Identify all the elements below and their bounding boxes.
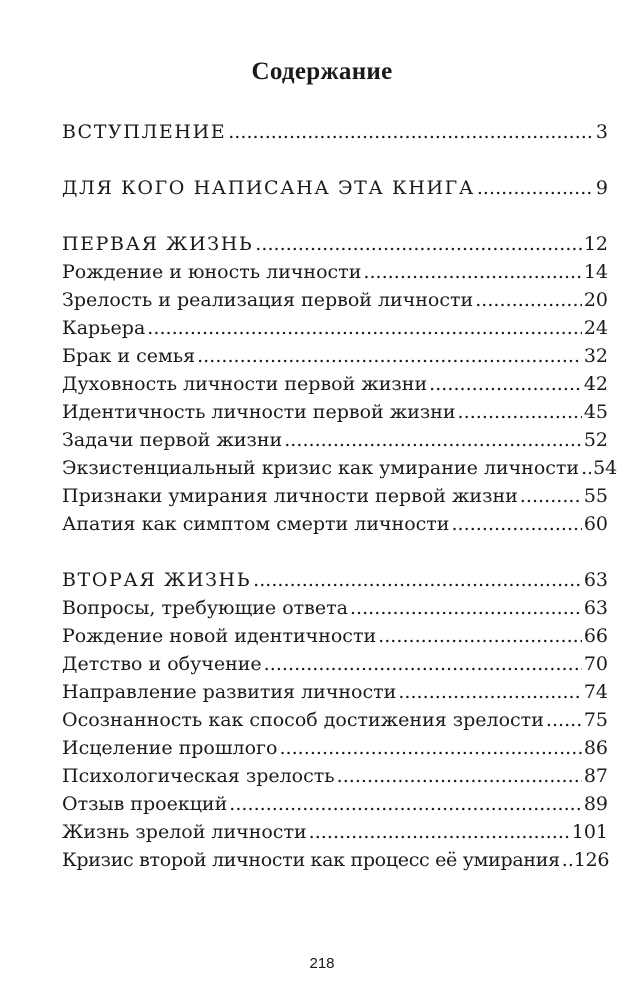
- toc-entry-label: Зрелость и реализация первой личности: [62, 289, 474, 311]
- toc-entry-label: Задачи первой жизни: [62, 429, 283, 451]
- toc-entry-label: ВСТУПЛЕНИЕ: [62, 121, 227, 143]
- toc-entry: [62, 288, 608, 312]
- toc-entry-label: Идентичность личности первой жизни: [62, 401, 456, 423]
- toc-entry-page: 55: [583, 485, 608, 507]
- toc-entry-page: 32: [583, 345, 608, 367]
- toc-entry-label: Карьера: [62, 317, 146, 339]
- toc-entry-label: Рождение и юность личности: [62, 261, 362, 283]
- toc-entry: [62, 512, 608, 536]
- toc-leader-dots: [475, 288, 582, 312]
- toc-entry-page: 63: [583, 569, 608, 591]
- toc-leader-dots: [229, 792, 582, 816]
- toc-entry: [62, 428, 608, 452]
- toc-entry-page: 14: [583, 261, 608, 283]
- toc-entry-page: 42: [583, 373, 608, 395]
- toc-entry-page: 126: [573, 849, 610, 871]
- toc-leader-dots: [458, 400, 582, 424]
- toc-entry-page: 101: [571, 821, 608, 843]
- toc-entry: [62, 484, 608, 508]
- toc-entry: [62, 568, 608, 592]
- toc-leader-dots: [398, 680, 582, 704]
- toc-entry-label: Психологическая зрелость: [62, 765, 335, 787]
- toc-leader-dots: [378, 624, 582, 648]
- toc-leader-dots: [197, 344, 582, 368]
- toc-leader-dots: [350, 596, 582, 620]
- toc-leader-dots: [284, 428, 582, 452]
- toc-leader-dots: [253, 568, 582, 592]
- toc-entry-page: 87: [583, 765, 608, 787]
- page-title: Содержание: [251, 58, 393, 85]
- toc-leader-dots: [562, 848, 572, 872]
- toc-entry-page: 70: [583, 653, 608, 675]
- toc-entry-page: 45: [583, 401, 608, 423]
- toc-entry-page: 24: [583, 317, 608, 339]
- toc-entry-page: 63: [583, 597, 608, 619]
- toc-entry-label: Экзистенциальный кризис как умирание личности: [62, 457, 580, 479]
- toc-entry-label: Осознанность как способ достижения зрелости: [62, 709, 544, 731]
- toc-leader-dots: [228, 120, 594, 144]
- toc-entry-page: 9: [595, 177, 608, 199]
- toc-entry-label: Исцеление прошлого: [62, 737, 278, 759]
- toc-entry: [62, 708, 608, 732]
- toc-entry-label: Рождение новой идентичности: [62, 625, 377, 647]
- page-number: 218: [309, 955, 335, 972]
- toc-entry: [62, 680, 608, 704]
- toc-entry-page: 12: [583, 233, 608, 255]
- toc-entry-label: Вопросы, требующие ответа: [62, 597, 348, 619]
- toc-leader-dots: [520, 484, 582, 508]
- toc-entry-label: ВТОРАЯ ЖИЗНЬ: [62, 569, 252, 591]
- toc-entry-page: 20: [583, 289, 608, 311]
- toc-entry-page: 89: [583, 793, 608, 815]
- toc-entry: [62, 624, 608, 648]
- toc-leader-dots: [546, 708, 582, 732]
- toc-entry: [62, 260, 608, 284]
- toc-leader-dots: [279, 736, 581, 760]
- toc-entry-label: Детство и обучение: [62, 653, 262, 675]
- toc-leader-dots: [363, 260, 581, 284]
- toc-entry: [62, 176, 608, 200]
- toc-entry-label: Кризис второй личности как процесс её умирания: [62, 849, 560, 871]
- toc-entry: [62, 820, 608, 844]
- toc-entry-page: 3: [595, 121, 608, 143]
- toc-leader-dots: [264, 652, 582, 676]
- toc-entry: [62, 232, 608, 256]
- toc-entry-page: 54: [593, 457, 618, 479]
- toc-entry-label: Признаки умирания личности первой жизни: [62, 485, 518, 507]
- toc-entry: [62, 456, 618, 480]
- toc-entry: [62, 596, 608, 620]
- toc-leader-dots: [147, 316, 582, 340]
- toc-entry: [62, 848, 608, 872]
- toc-leader-dots: [581, 456, 591, 480]
- toc-entry-label: Жизнь зрелой личности: [62, 821, 307, 843]
- toc-entry: [62, 792, 608, 816]
- toc-entry-label: ПЕРВАЯ ЖИЗНЬ: [62, 233, 254, 255]
- toc-leader-dots: [337, 764, 582, 788]
- toc-entry: [62, 372, 608, 396]
- toc-entry-page: 75: [583, 709, 608, 731]
- toc-leader-dots: [309, 820, 570, 844]
- toc-entry: [62, 652, 608, 676]
- toc-entry-label: Духовность личности первой жизни: [62, 373, 428, 395]
- toc-entry-label: Направление развития личности: [62, 681, 397, 703]
- toc-entry-label: Отзыв проекций: [62, 793, 228, 815]
- toc-entry: [62, 400, 608, 424]
- toc-entry: [62, 316, 608, 340]
- toc-entry-page: 66: [583, 625, 608, 647]
- toc-leader-dots: [451, 512, 581, 536]
- toc-entry-page: 74: [583, 681, 608, 703]
- toc-entry-page: 86: [583, 737, 608, 759]
- toc-entry: [62, 344, 608, 368]
- toc-entry-page: 52: [583, 429, 608, 451]
- toc-entry-label: Брак и семья: [62, 345, 196, 367]
- toc-leader-dots: [477, 176, 594, 200]
- toc-entry-label: ДЛЯ КОГО НАПИСАНА ЭТА КНИГА: [62, 177, 475, 199]
- toc-leader-dots: [429, 372, 582, 396]
- toc-leader-dots: [255, 232, 582, 256]
- toc-entry: [62, 736, 608, 760]
- toc-entry: [62, 120, 608, 144]
- toc-entry: [62, 764, 608, 788]
- toc-entry-page: 60: [583, 513, 608, 535]
- toc-entry-label: Апатия как симптом смерти личности: [62, 513, 450, 535]
